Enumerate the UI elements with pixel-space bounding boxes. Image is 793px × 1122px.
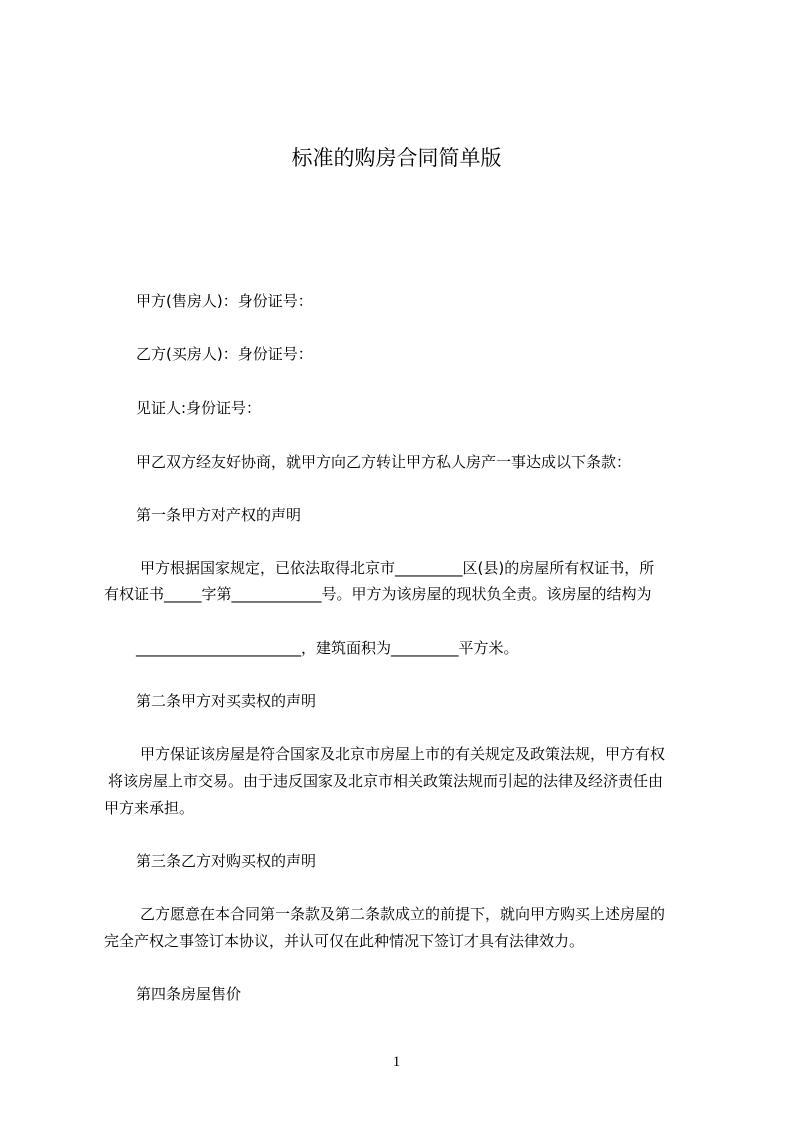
article3-line1: 乙方愿意在本合同第一条款及第二条款成立的前提下，就向甲方购买上述房屋的 <box>140 905 666 923</box>
article2-line3: 甲方来承担。 <box>104 799 195 817</box>
article3-heading: 第三条乙方对购买权的声明 <box>136 852 317 870</box>
article1-heading: 第一条甲方对产权的声明 <box>136 506 302 524</box>
page-number: 1 <box>392 1054 401 1070</box>
article4-heading: 第四条房屋售价 <box>136 985 242 1003</box>
article2-heading: 第二条甲方对买卖权的声明 <box>136 692 317 710</box>
article2-line1: 甲方保证该房屋是符合国家及北京市房屋上市的有关规定及政策法规，甲方有权 <box>140 745 666 763</box>
article1-line2: 有权证书_____字第____________号。甲方为该房屋的现状负全责。该房屋的结构为 <box>104 585 652 603</box>
article1-line3: ______________________，建筑面积为_________平方米。 <box>136 639 519 657</box>
document-title: 标准的购房合同简单版 <box>291 146 502 170</box>
witness-line: 见证人:身份证号： <box>136 399 262 417</box>
party-a-line: 甲方(售房人)：身份证号： <box>136 292 313 310</box>
article3-line2: 完全产权之事签订本协议，并认可仅在此种情况下签订才具有法律效力。 <box>104 932 585 950</box>
party-b-line: 乙方(买房人)：身份证号： <box>136 345 313 363</box>
intro-paragraph: 甲乙双方经友好协商，就甲方向乙方转让甲方私人房产一事达成以下条款： <box>136 453 632 471</box>
article2-line2: 将该房屋上市交易。由于违反国家及北京市相关政策法规而引起的法律及经济责任由 <box>108 772 664 790</box>
article1-line1: 甲方根据国家规定，已依法取得北京市_________区(县)的房屋所有权证书，所 <box>140 559 655 577</box>
